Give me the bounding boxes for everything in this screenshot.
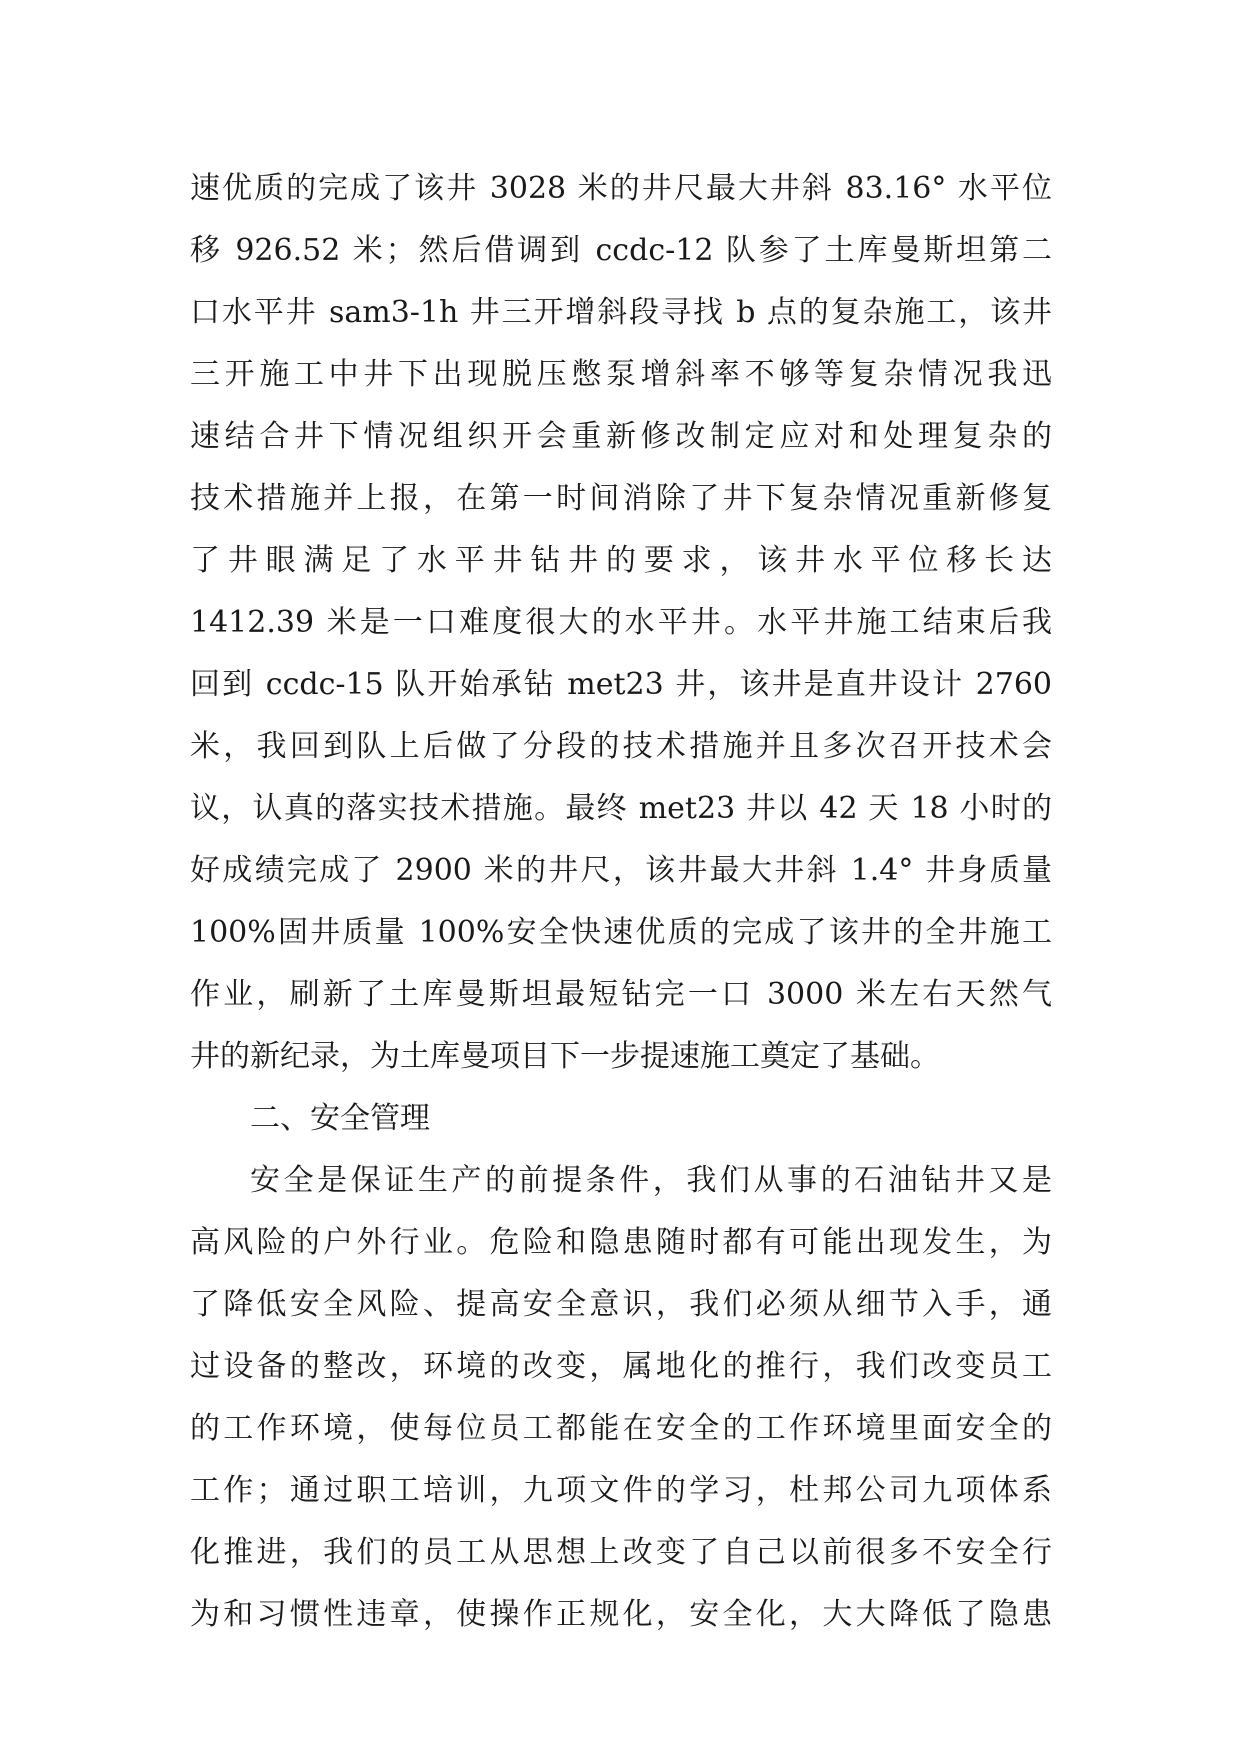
- text-line: 过设备的整改，环境的改变，属地化的推行，我们改变员工: [190, 1349, 1052, 1384]
- text-line: 的工作环境，使每位员工都能在安全的工作环境里面安全的: [190, 1411, 1052, 1446]
- text-line: 技术措施并上报，在第一时间消除了井下复杂情况重新修复: [190, 481, 1052, 516]
- paragraph-drilling-achievements: [190, 158, 1052, 1088]
- paragraph-safety-management: [190, 1150, 1052, 1646]
- text-line: 化推进，我们的员工从思想上改变了自己以前很多不安全行: [190, 1535, 1052, 1570]
- text-line: 井的新纪录，为土库曼项目下一步提速施工奠定了基础。: [190, 1039, 940, 1074]
- text-line: 移 926.52 米；然后借调到 ccdc-12 队参了土库曼斯坦第二: [190, 233, 1052, 268]
- text-line: 了降低安全风险、提高安全意识，我们必须从细节入手，通: [190, 1287, 1052, 1322]
- text-line: 1412.39 米是一口难度很大的水平井。水平井施工结束后我: [190, 605, 1052, 640]
- text-line: 速优质的完成了该井 3028 米的井尺最大井斜 83.16° 水平位: [190, 171, 1052, 206]
- text-line: 三开施工中井下出现脱压憋泵增斜率不够等复杂情况我迅: [190, 357, 1052, 392]
- text-line: 议，认真的落实技术措施。最终 met23 井以 42 天 18 小时的: [190, 791, 1052, 826]
- text-line: 好成绩完成了 2900 米的井尺，该井最大井斜 1.4° 井身质量: [190, 853, 1052, 888]
- text-line: 作业，刷新了土库曼斯坦最短钻完一口 3000 米左右天然气: [190, 977, 1052, 1012]
- text-line: 100%固井质量 100%安全快速优质的完成了该井的全井施工: [190, 915, 1052, 950]
- text-line: 为和习惯性违章，使操作正规化，安全化，大大降低了隐患: [190, 1597, 1052, 1632]
- text-line: 回到 ccdc-15 队开始承钻 met23 井，该井是直井设计 2760: [190, 667, 1052, 702]
- text-line: 高风险的户外行业。危险和隐患随时都有可能出现发生，为: [190, 1225, 1052, 1260]
- text-line: 米，我回到队上后做了分段的技术措施并且多次召开技术会: [190, 729, 1052, 764]
- text-line: 工作；通过职工培训，九项文件的学习，杜邦公司九项体系: [190, 1473, 1052, 1508]
- section-heading: 二、安全管理: [250, 1101, 430, 1136]
- document-body: [190, 158, 1052, 1646]
- text-line: 口水平井 sam3-1h 井三开增斜段寻找 b 点的复杂施工，该井: [190, 295, 1052, 330]
- text-line: 了井眼满足了水平井钻井的要求，该井水平位移长达: [190, 543, 1052, 578]
- text-line: 安全是保证生产的前提条件，我们从事的石油钻井又是: [250, 1163, 1052, 1198]
- text-line: 速结合井下情况组织开会重新修改制定应对和处理复杂的: [190, 419, 1052, 454]
